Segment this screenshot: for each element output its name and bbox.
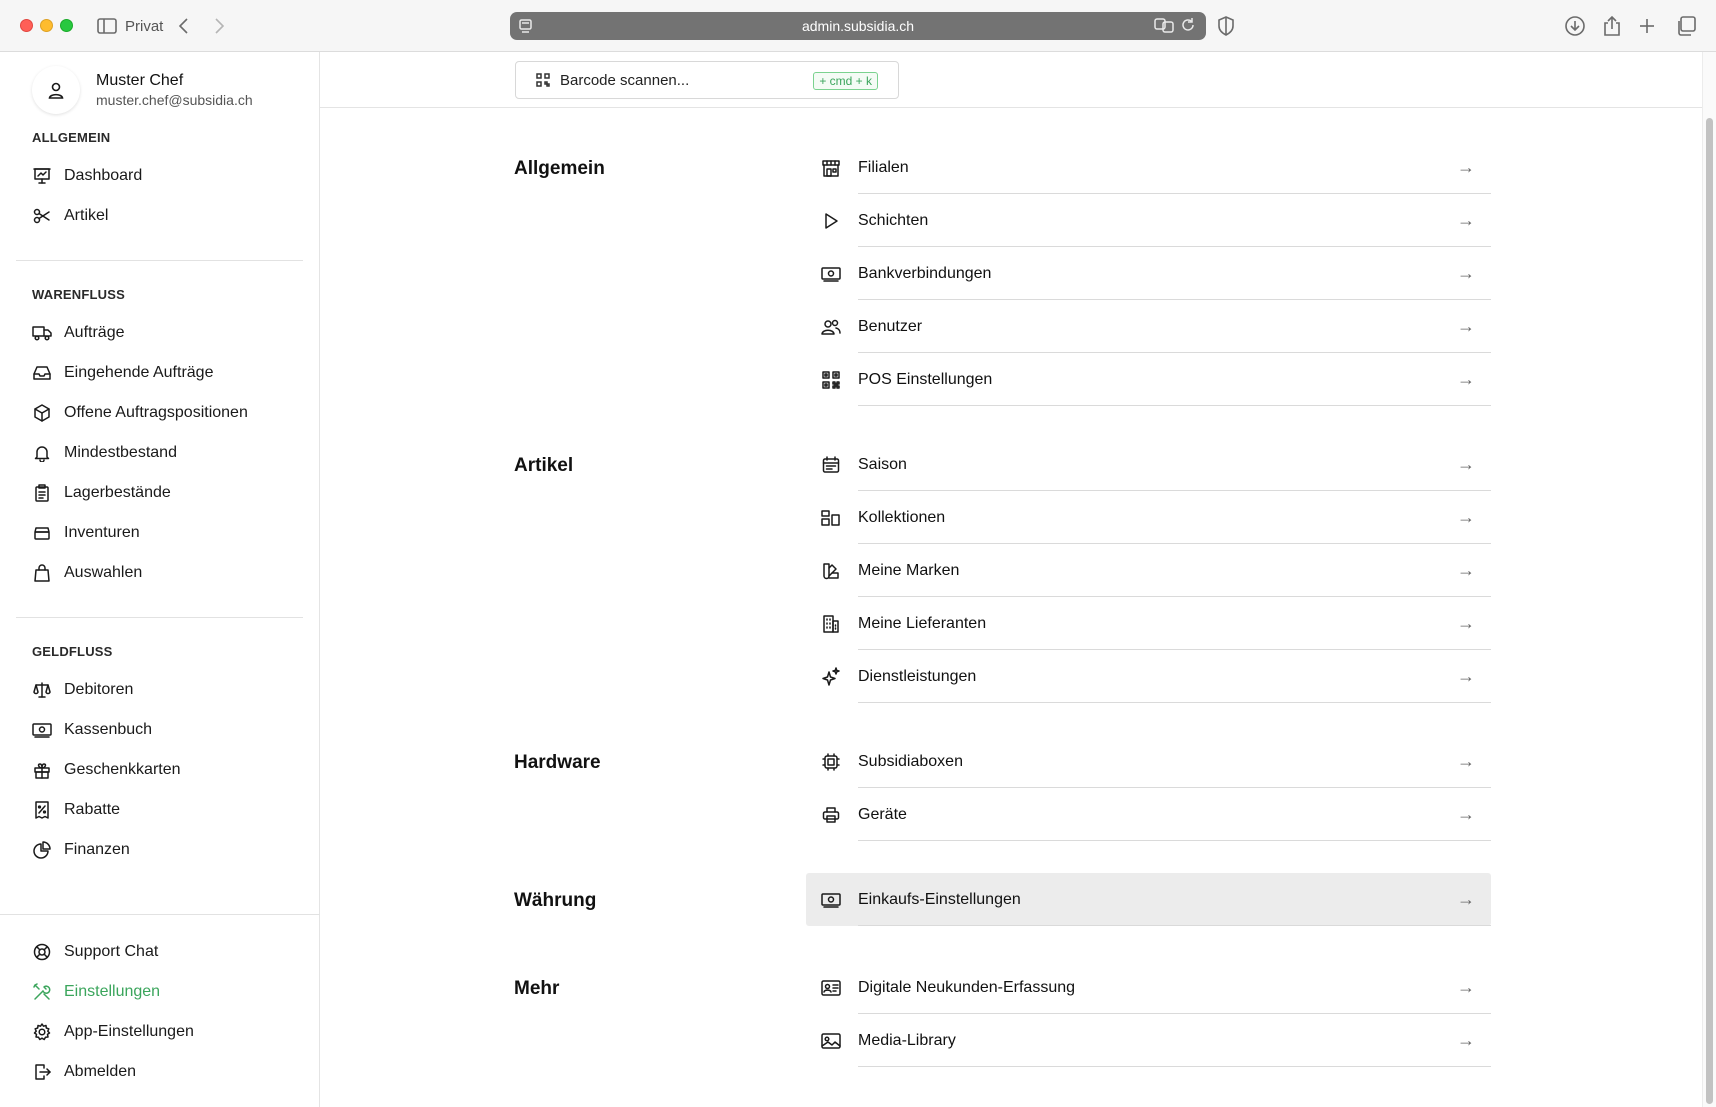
banknote-icon — [821, 264, 841, 284]
truck-icon — [32, 323, 52, 343]
settings-row-saison[interactable]: Saison → — [806, 438, 1491, 491]
download-icon[interactable] — [1564, 12, 1586, 40]
archive-icon — [32, 523, 52, 543]
tab-overview-icon[interactable] — [1676, 12, 1696, 40]
forward-icon[interactable] — [213, 12, 225, 40]
url-text: admin.subsidia.ch — [801, 18, 915, 34]
sidebar-item-rabatte[interactable]: Rabatte — [32, 796, 120, 824]
users-icon — [821, 317, 841, 337]
row-divider — [858, 1066, 1491, 1067]
calendar-icon — [821, 455, 841, 475]
new-tab-icon[interactable] — [1638, 12, 1656, 40]
arrow-right-icon: → — [1457, 316, 1475, 336]
settings-row-bankverbindungen[interactable]: Bankverbindungen → — [806, 247, 1491, 300]
logout-icon — [32, 1062, 52, 1082]
percent-icon — [32, 800, 52, 820]
box-icon — [32, 403, 52, 423]
image-icon — [821, 1031, 841, 1051]
sidebar-item-abmelden[interactable]: Abmelden — [32, 1058, 136, 1086]
share-icon[interactable] — [1602, 12, 1622, 40]
sidebar-item-mindestbestand[interactable]: Mindestbestand — [32, 439, 177, 467]
sidebar-item-offene-auftragspositionen[interactable]: Offene Auftragspositionen — [32, 399, 248, 427]
settings-row-einkaufs-einstellungen[interactable]: Einkaufs-Einstellungen → — [806, 873, 1491, 926]
scrollbar-thumb[interactable] — [1706, 118, 1713, 1104]
main-header — [320, 52, 1702, 108]
inbox-icon — [32, 363, 52, 383]
bell-icon — [32, 443, 52, 463]
id-card-icon — [821, 978, 841, 998]
sidebar-divider — [16, 260, 303, 261]
sidebar-item-kassenbuch[interactable]: Kassenbuch — [32, 716, 152, 744]
shopping-bag-icon — [32, 563, 52, 583]
gift-icon — [32, 760, 52, 780]
section-heading-warenfluss: WARENFLUSS — [32, 287, 125, 302]
settings-row-filialen[interactable]: Filialen → — [806, 141, 1491, 194]
store-icon — [821, 158, 841, 178]
avatar — [32, 66, 80, 114]
settings-row-pos-einstellungen[interactable]: POS Einstellungen → — [806, 353, 1491, 406]
sidebar-toggle-icon[interactable] — [97, 12, 117, 40]
settings-row-kollektionen[interactable]: Kollektionen → — [806, 491, 1491, 544]
sidebar-item-artikel[interactable]: Artikel — [32, 202, 108, 230]
arrow-right-icon: → — [1457, 1030, 1475, 1050]
group-title-artikel: Artikel — [514, 455, 574, 476]
group-title-mehr: Mehr — [514, 978, 560, 999]
settings-row-subsidiaboxen[interactable]: Subsidiaboxen → — [806, 735, 1491, 788]
shapes-icon — [821, 508, 841, 528]
qr-code-icon — [821, 370, 841, 390]
private-mode-label: Privat — [125, 17, 164, 35]
lifebuoy-icon — [32, 942, 52, 962]
page-menu-icon[interactable] — [518, 18, 534, 37]
row-divider — [858, 840, 1491, 841]
sidebar-item-dashboard[interactable]: Dashboard — [32, 162, 142, 190]
settings-row-dienstleistungen[interactable]: Dienstleistungen → — [806, 650, 1491, 703]
sidebar-item-finanzen[interactable]: Finanzen — [32, 836, 130, 864]
sidebar-item-geschenkkarten[interactable]: Geschenkkarten — [32, 756, 181, 784]
address-bar[interactable] — [510, 12, 1206, 40]
settings-row-schichten[interactable]: Schichten → — [806, 194, 1491, 247]
user-profile[interactable] — [32, 66, 253, 114]
clipboard-icon — [32, 483, 52, 503]
sidebar-item-app-einstellungen[interactable]: App-Einstellungen — [32, 1018, 194, 1046]
barcode-placeholder: Barcode scannen... — [560, 71, 690, 89]
arrow-right-icon: → — [1457, 751, 1475, 771]
sidebar-divider — [16, 617, 303, 618]
arrow-right-icon: → — [1457, 666, 1475, 686]
barcode-search-input[interactable] — [515, 61, 899, 99]
section-heading-allgemein: ALLGEMEIN — [32, 130, 111, 145]
browser-toolbar — [0, 0, 1716, 52]
minimize-window-button[interactable] — [40, 19, 53, 32]
arrow-right-icon: → — [1457, 157, 1475, 177]
translate-icon[interactable] — [1154, 17, 1174, 36]
settings-row-media-library[interactable]: Media-Library → — [806, 1014, 1491, 1067]
swatch-icon — [821, 561, 841, 581]
section-heading-geldfluss: GELDFLUSS — [32, 644, 113, 659]
scissors-icon — [32, 206, 52, 226]
sidebar-item-debitoren[interactable]: Debitoren — [32, 676, 133, 704]
arrow-right-icon: → — [1457, 454, 1475, 474]
arrow-right-icon: → — [1457, 889, 1475, 909]
chip-icon — [821, 752, 841, 772]
sidebar-item-eingehende-auftraege[interactable]: Eingehende Aufträge — [32, 359, 213, 387]
arrow-right-icon: → — [1457, 613, 1475, 633]
sidebar-divider — [0, 914, 320, 915]
sidebar-item-auftraege[interactable]: Aufträge — [32, 319, 124, 347]
user-name: Muster Chef — [96, 72, 184, 89]
sidebar-item-inventuren[interactable]: Inventuren — [32, 519, 140, 547]
settings-row-benutzer[interactable]: Benutzer → — [806, 300, 1491, 353]
group-title-waehrung: Währung — [514, 890, 597, 911]
sidebar-item-lagerbestaende[interactable]: Lagerbestände — [32, 479, 171, 507]
arrow-right-icon: → — [1457, 560, 1475, 580]
scale-icon — [32, 680, 52, 700]
arrow-right-icon: → — [1457, 263, 1475, 283]
sidebar-item-auswahlen[interactable]: Auswahlen — [32, 559, 142, 587]
user-email: muster.chef@subsidia.ch — [96, 92, 253, 108]
row-divider — [858, 405, 1491, 406]
arrow-right-icon: → — [1457, 369, 1475, 389]
building-icon — [821, 614, 841, 634]
tools-icon — [32, 982, 52, 1002]
settings-row-digitale-neukunden-erfassung[interactable]: Digitale Neukunden-Erfassung → — [806, 961, 1491, 1014]
sidebar-item-support-chat[interactable]: Support Chat — [32, 938, 158, 966]
privacy-shield-icon[interactable] — [1218, 12, 1234, 40]
gear-icon — [32, 1022, 52, 1042]
reload-icon[interactable] — [1180, 17, 1196, 36]
row-divider — [858, 702, 1491, 703]
arrow-right-icon: → — [1457, 210, 1475, 230]
sidebar — [0, 52, 320, 1107]
zoom-window-button[interactable] — [60, 19, 73, 32]
group-title-hardware: Hardware — [514, 752, 601, 773]
arrow-right-icon: → — [1457, 977, 1475, 997]
banknote-icon — [821, 890, 841, 910]
pie-chart-icon — [32, 840, 52, 860]
close-window-button[interactable] — [20, 19, 33, 32]
play-icon — [821, 211, 841, 231]
sparkles-icon — [821, 667, 841, 687]
sidebar-item-einstellungen[interactable]: Einstellungen — [32, 978, 160, 1006]
banknote-icon — [32, 720, 52, 740]
settings-row-geraete[interactable]: Geräte → — [806, 788, 1491, 841]
group-title-allgemein: Allgemein — [514, 158, 605, 179]
settings-row-meine-marken[interactable]: Meine Marken → — [806, 544, 1491, 597]
qr-code-icon — [536, 73, 550, 87]
arrow-right-icon: → — [1457, 507, 1475, 527]
back-icon[interactable] — [178, 12, 190, 40]
arrow-right-icon: → — [1457, 804, 1475, 824]
printer-icon — [821, 805, 841, 825]
settings-row-meine-lieferanten[interactable]: Meine Lieferanten → — [806, 597, 1491, 650]
dashboard-icon — [32, 166, 52, 186]
shortcut-badge: + cmd + k — [813, 72, 878, 90]
user-icon — [47, 81, 65, 99]
row-divider — [858, 925, 1491, 926]
